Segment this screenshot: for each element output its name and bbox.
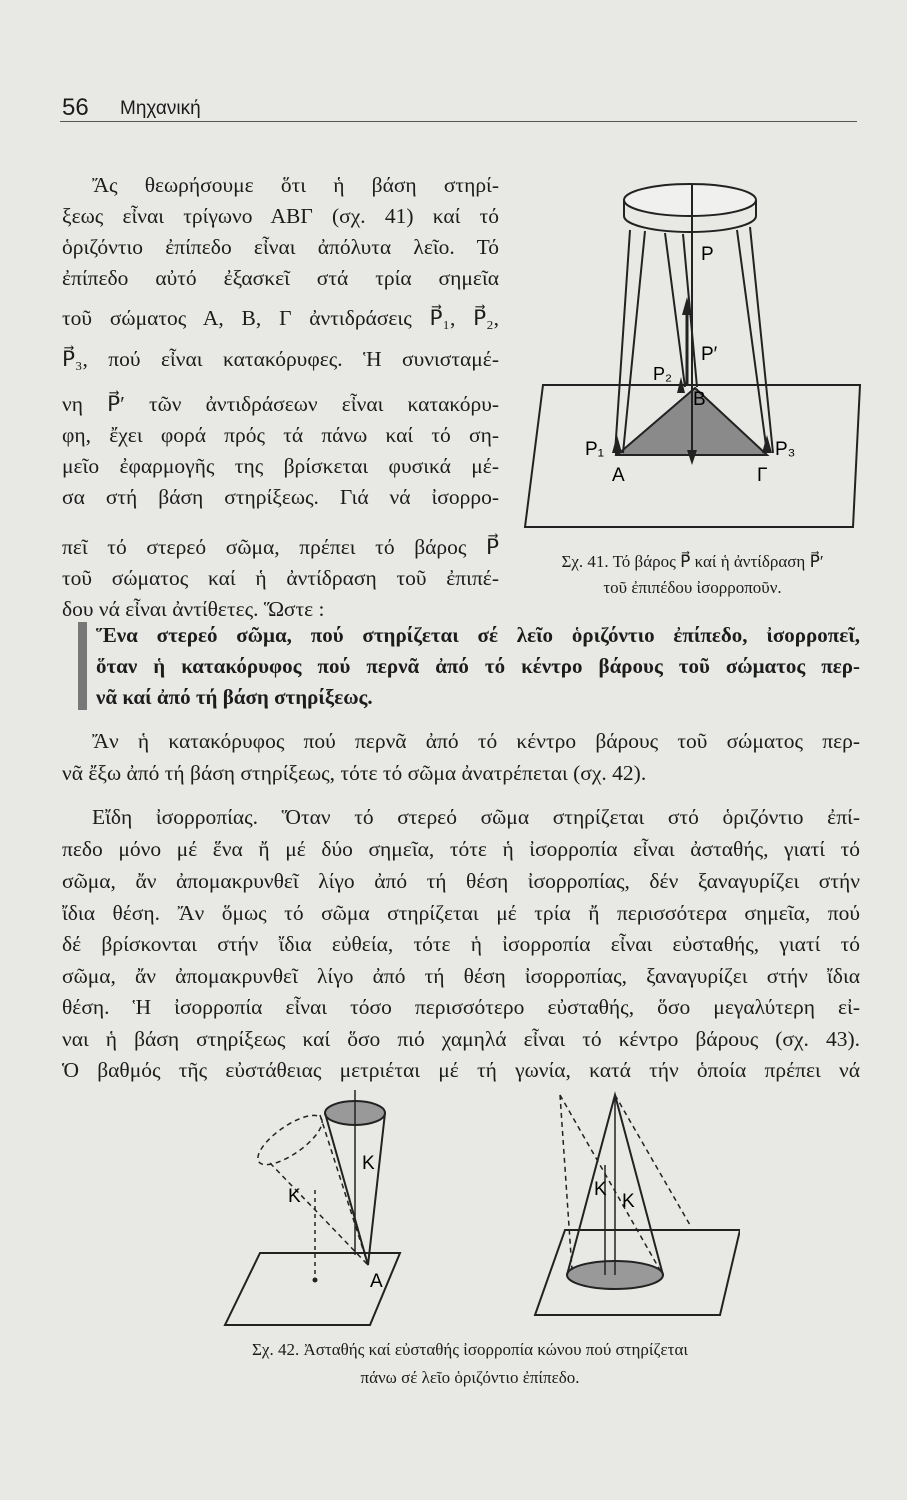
text-line: νη P⃗′ τῶν ἀντιδράσεων εἶναι κατακόρυ- bbox=[62, 392, 499, 416]
text-line: σα στή βάση στηρίξεως. Γιά νά ἰσορρο- bbox=[62, 485, 499, 509]
text-line: Εἴδη ἰσορροπίας. Ὅταν τό στερεό σῶμα στηρίζεται στό ὁριζόντιο ἐπί- bbox=[92, 805, 860, 829]
text-line: δέ βρίσκονται στήν ἴδια εὐθεία, τότε ἡ ἰσορροπία εἶναι εὐσταθής, γιατί τό bbox=[62, 932, 860, 956]
rule-marker-bar bbox=[78, 622, 87, 710]
stable-cone bbox=[535, 1095, 740, 1315]
text-line: θέση. Ἡ ἰσορροπία εἶναι τόσο περισσότερο εὐσταθής, ὅσο μεγαλύτερη εἰ- bbox=[62, 995, 860, 1019]
text-line: ὁριζόντιο ἐπίπεδο εἶναι ἀπόλυτα λεῖο. Τό bbox=[62, 235, 499, 259]
text-line: Ὁ βαθμός τῆς εὐστάθειας μετριέται μέ τή γωνία, κατά τήν ὁποία πρέπει νά bbox=[62, 1058, 860, 1082]
label-A: Α bbox=[612, 465, 625, 486]
text-line: τοῦ σώματος καί ἡ ἀντίδραση τοῦ ἐπιπέ- bbox=[62, 566, 499, 590]
text-line: ἐπίπεδο αὐτό ἐξασκεῖ στά τρία σημεῖα bbox=[62, 266, 499, 290]
header-rule bbox=[60, 121, 857, 122]
text-line: πεῖ τό στερεό σῶμα, πρέπει τό βάρος P⃗ bbox=[62, 535, 499, 559]
text-line: δου νά εἶναι ἀντίθετες. Ὥστε : bbox=[62, 597, 325, 621]
label-K: Κ bbox=[594, 1179, 607, 1200]
figure-42-caption: πάνω σέ λεῖο ὁριζόντιο ἐπίπεδο. bbox=[360, 1368, 580, 1387]
label-B: Β bbox=[693, 389, 706, 410]
figure-41-caption: Σχ. 41. Τό βάρος P⃗ καί ἡ ἀντίδραση P⃗′ bbox=[561, 552, 824, 571]
label-K: Κ bbox=[622, 1191, 635, 1212]
text-line: ναι ἡ βάση στηρίξεως καί ὅσο πιό χαμηλά εἶναι τό κέντρο βάρους (σχ. 43). bbox=[62, 1027, 860, 1051]
figure-41-caption: τοῦ ἐπιπέδου ἰσορροποῦν. bbox=[603, 578, 782, 597]
text-line: πεδο μόνο μέ ἕνα ἤ μέ δύο σημεῖα, τότε ἡ ἰσορροπία εἶναι ἀσταθής, γιατί τό bbox=[62, 837, 860, 861]
unstable-cone bbox=[225, 1090, 400, 1325]
label-K: Κ bbox=[362, 1153, 375, 1174]
label-P-prime: P′ bbox=[701, 344, 718, 365]
label-P3: P₃ bbox=[775, 439, 796, 460]
text-line: ξεως εἶναι τρίγωνο ΑΒΓ (σχ. 41) καί τό bbox=[62, 204, 499, 228]
figure-42-caption: Σχ. 42. Ἀσταθής καί εὐσταθής ἰσορροπία κώνου πού στηρίζεται bbox=[252, 1340, 688, 1359]
label-P: P bbox=[701, 244, 714, 265]
running-title: Μηχανική bbox=[120, 98, 201, 119]
page-number: 56 bbox=[62, 94, 89, 121]
text-line: φη, ἔχει φορά πρός τά πάνω καί τό ση- bbox=[62, 423, 499, 447]
text-line: ἴδια θέση. Ἄν ὅμως τό σῶμα στηρίζεται μέ τρία ἤ περισσότερα σημεῖα, πού bbox=[62, 901, 860, 925]
label-K: Κ bbox=[288, 1186, 301, 1207]
text-line: P⃗₃, πού εἶναι κατακόρυφες. Ἡ συνισταμέ- bbox=[62, 347, 499, 371]
label-P2: P₂ bbox=[653, 364, 672, 384]
figure-41 bbox=[505, 155, 865, 535]
text-line: νᾶ ἔξω ἀπό τή βάση στηρίξεως, τότε τό σῶμα ἀνατρέπεται (σχ. 42). bbox=[62, 761, 647, 785]
text-line: σῶμα, ἄν ἀπομακρυνθεῖ λίγο ἀπό τή θέση ἰσορροπίας, δέν ξαναγυρίζει στήν bbox=[62, 869, 860, 893]
text-line: τοῦ σώματος Α, Β, Γ ἀντιδράσεις P⃗₁, P⃗₂, bbox=[62, 306, 499, 330]
text-line: Ἄς θεωρήσουμε ὅτι ἡ βάση στηρί- bbox=[92, 173, 499, 197]
text-line: σῶμα, ἄν ἀπομακρυνθεῖ λίγο ἀπό τή θέση ἰσορροπίας, ξαναγυρίζει στήν ἴδια bbox=[62, 964, 860, 988]
figure-42 bbox=[220, 1085, 740, 1335]
label-G: Γ bbox=[757, 465, 768, 486]
text-line: νᾶ καί ἀπό τή βάση στηρίξεως. bbox=[96, 685, 373, 709]
label-A: Α bbox=[370, 1271, 383, 1292]
text-line: Ἄν ἡ κατακόρυφος πού περνᾶ ἀπό τό κέντρο βάρους τοῦ σώματος περ- bbox=[92, 729, 860, 753]
text-line: ὅταν ἡ κατακόρυφος πού περνᾶ ἀπό τό κέντρο βάρους τοῦ σώματος περ- bbox=[96, 654, 860, 678]
text-line: μεῖο ἐφαρμογῆς της βρίσκεται φυσικά μέ- bbox=[62, 454, 499, 478]
label-P1: P₁ bbox=[585, 439, 605, 460]
text-line: Ἕνα στερεό σῶμα, πού στηρίζεται σέ λεῖο ὁριζόντιο ἐπίπεδο, ἰσορροπεῖ, bbox=[96, 623, 860, 647]
